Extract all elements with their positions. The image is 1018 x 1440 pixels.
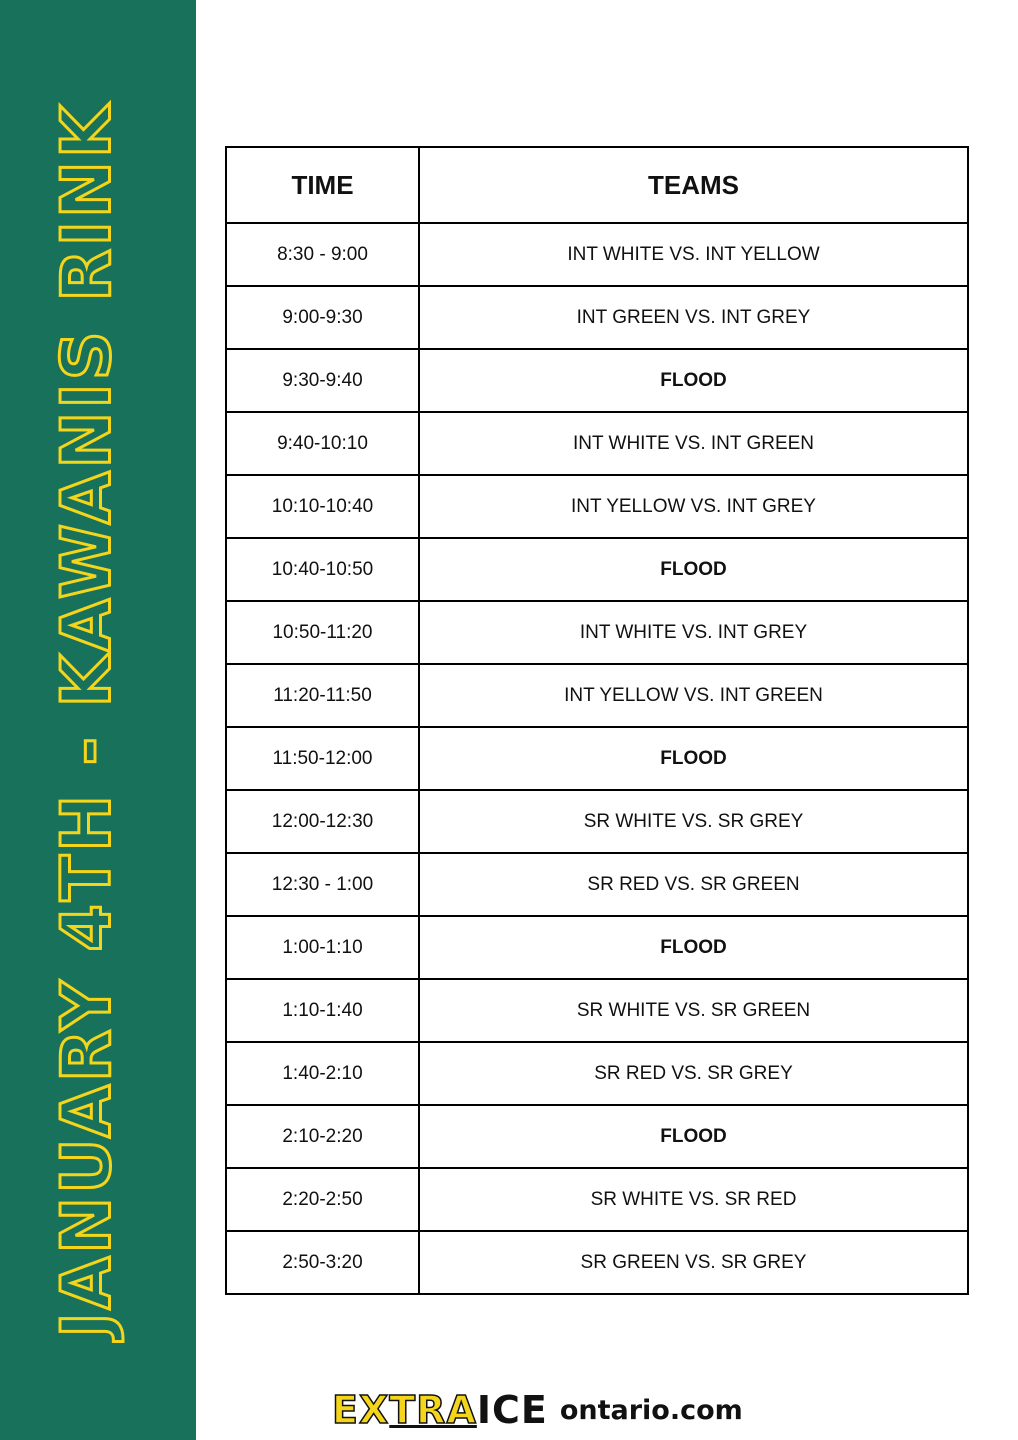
teams-cell: SR WHITE VS. SR RED [419, 1168, 968, 1231]
teams-cell: FLOOD [419, 727, 968, 790]
teams-cell: FLOOD [419, 916, 968, 979]
teams-cell: INT WHITE VS. INT GREY [419, 601, 968, 664]
teams-cell: INT GREEN VS. INT GREY [419, 286, 968, 349]
logo-part-ex: EX [332, 1388, 390, 1432]
page-title: JANUARY 4TH - KAWANIS RINK [47, 102, 127, 1338]
time-cell: 12:00-12:30 [226, 790, 419, 853]
table-row [226, 1042, 968, 1105]
schedule-body [226, 223, 968, 1294]
table-row [226, 979, 968, 1042]
time-cell: 10:40-10:50 [226, 538, 419, 601]
teams-cell: INT WHITE VS. INT YELLOW [419, 223, 968, 286]
time-cell: 2:10-2:20 [226, 1105, 419, 1168]
time-cell: 11:50-12:00 [226, 727, 419, 790]
time-cell: 11:20-11:50 [226, 664, 419, 727]
time-cell: 9:40-10:10 [226, 412, 419, 475]
time-cell: 9:00-9:30 [226, 286, 419, 349]
table-row [226, 286, 968, 349]
teams-cell: SR WHITE VS. SR GREY [419, 790, 968, 853]
time-cell: 1:10-1:40 [226, 979, 419, 1042]
teams-cell: FLOOD [419, 538, 968, 601]
time-column-header: TIME [226, 147, 419, 223]
time-cell: 10:10-10:40 [226, 475, 419, 538]
teams-cell: SR RED VS. SR GREY [419, 1042, 968, 1105]
table-row [226, 601, 968, 664]
time-cell: 8:30 - 9:00 [226, 223, 419, 286]
extraice-logo [332, 1388, 548, 1432]
time-cell: 12:30 - 1:00 [226, 853, 419, 916]
teams-cell: SR RED VS. SR GREEN [419, 853, 968, 916]
time-cell: 1:40-2:10 [226, 1042, 419, 1105]
time-cell: 1:00-1:10 [226, 916, 419, 979]
teams-cell: FLOOD [419, 349, 968, 412]
table-row [226, 223, 968, 286]
table-row [226, 412, 968, 475]
table-row [226, 349, 968, 412]
teams-column-header: TEAMS [419, 147, 968, 223]
table-header-row [226, 147, 968, 223]
sidebar-panel [0, 0, 196, 1440]
table-row [226, 1105, 968, 1168]
logo-part-ice: ICE [476, 1388, 548, 1432]
table-row [226, 664, 968, 727]
table-row [226, 790, 968, 853]
logo-part-tra: TRA [389, 1388, 477, 1432]
table-row [226, 1231, 968, 1294]
schedule-table [225, 146, 969, 1295]
time-cell: 2:50-3:20 [226, 1231, 419, 1294]
table-row [226, 727, 968, 790]
time-cell: 10:50-11:20 [226, 601, 419, 664]
table-row [226, 538, 968, 601]
teams-cell: FLOOD [419, 1105, 968, 1168]
teams-cell: INT YELLOW VS. INT GREY [419, 475, 968, 538]
time-cell: 2:20-2:50 [226, 1168, 419, 1231]
table-row [226, 916, 968, 979]
footer-brand [332, 1388, 743, 1432]
time-cell: 9:30-9:40 [226, 349, 419, 412]
teams-cell: INT WHITE VS. INT GREEN [419, 412, 968, 475]
teams-cell: SR WHITE VS. SR GREEN [419, 979, 968, 1042]
logo-domain: ontario.com [559, 1394, 743, 1426]
table-row [226, 853, 968, 916]
teams-cell: SR GREEN VS. SR GREY [419, 1231, 968, 1294]
table-row [226, 475, 968, 538]
table-row [226, 1168, 968, 1231]
teams-cell: INT YELLOW VS. INT GREEN [419, 664, 968, 727]
